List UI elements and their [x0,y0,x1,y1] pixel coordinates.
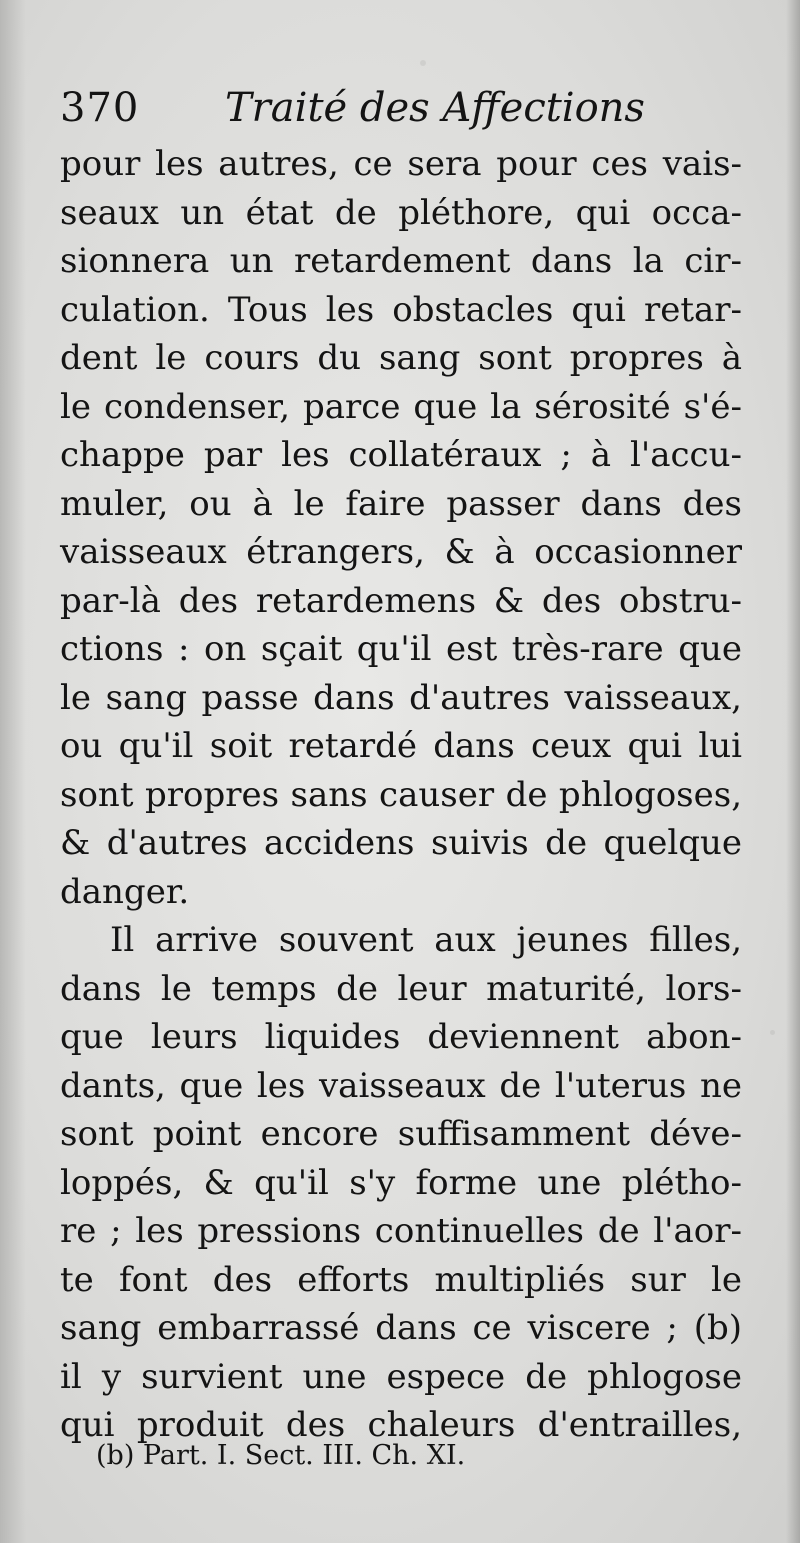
text-line: que leurs liquides deviennent abon- [60,1017,742,1057]
text-line: loppés, & qu'il s'y forme une plétho- [60,1162,742,1203]
text-line: dent le cours du sang sont propres à [60,338,742,378]
running-title: Traité des Affections [225,85,645,131]
text-line: sont point encore suffisamment déve- [60,1114,742,1154]
text-line: qui produit des chaleurs d'entrailles, [60,1405,742,1445]
text-line: ou qu'il soit retardé dans ceux qui lui [60,726,742,766]
text-line: te font des efforts multipliés sur le [60,1259,742,1300]
paragraph-end-line: danger. [60,871,190,912]
text-line: vaisseaux étrangers, & à occasionner [60,532,742,572]
text-line: sont propres sans causer de phlogoses, [60,774,742,815]
text-line: chappe par les collatéraux ; à l'accu- [60,435,742,475]
text-line: dans le temps de leur maturité, lors- [60,968,742,1009]
text-line: il y survient une espece de phlogose [60,1356,742,1397]
text-line: sang embarrassé dans ce viscere ; (b) [60,1308,742,1348]
text-line: le condenser, parce que la sérosité s'é- [60,386,742,427]
text-line: dants, que les vaisseaux de l'uterus ne [60,1065,742,1106]
paper-spot [770,1030,775,1035]
text-line: sionnera un retardement dans la cir- [60,241,742,281]
page-header [60,82,740,134]
text-line: par-là des retardemens & des obstru- [60,580,742,621]
text-line: & d'autres accidens suivis de quelque [60,823,742,863]
body-text [60,140,742,1450]
text-line: culation. Tous les obstacles qui retar- [60,289,742,330]
text-line: ctions : on sçait qu'il est très-rare que [60,629,742,669]
text-line: re ; les pressions continuelles de l'aor- [60,1211,742,1251]
paragraph-start-line: Il arrive souvent aux jeunes filles, [110,920,742,960]
text-line: seaux un état de pléthore, qui occa- [60,192,742,233]
page-edge-shadow [786,0,800,1543]
text-line: le sang passe dans d'autres vaisseaux, [60,677,742,718]
text-line: muler, ou à le faire passer dans des [60,483,742,524]
footnote: (b) Part. I. Sect. III. Ch. XI. [96,1440,466,1471]
paper-spot [420,60,426,66]
page-number: 370 [60,85,140,131]
spine-shadow [0,0,26,1543]
text-line: pour les autres, ce sera pour ces vais- [60,144,742,184]
